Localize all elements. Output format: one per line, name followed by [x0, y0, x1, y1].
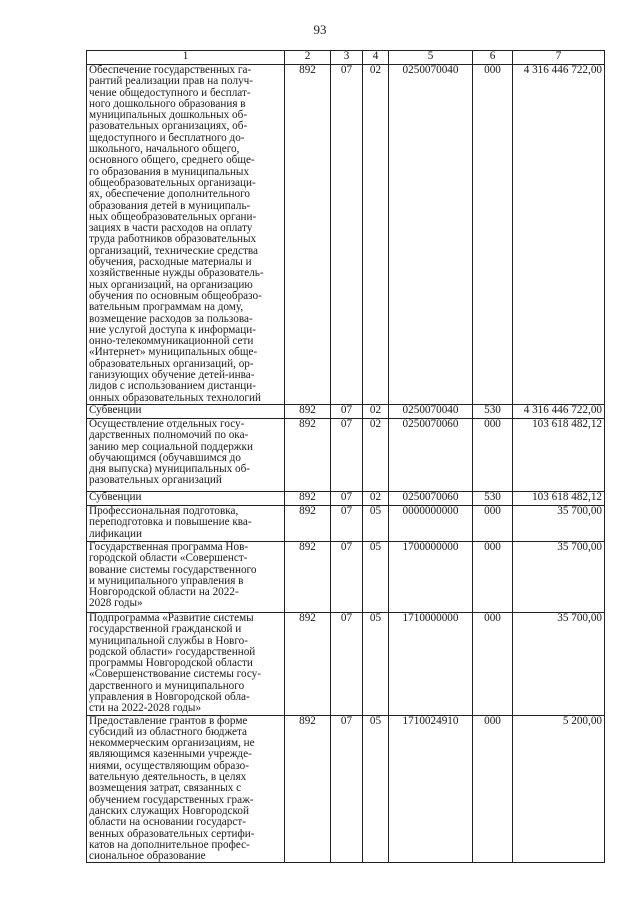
description-line: и муниципального управления в — [89, 574, 244, 587]
description-line: «Совершенствование системы госу- — [89, 668, 261, 681]
amount-cell: 35 700,00 — [513, 612, 605, 715]
subsection-code-cell: 05 — [363, 541, 389, 612]
description-line: Осуществление отдельных госу- — [89, 417, 245, 430]
description-line: ного дошкольного образования в — [89, 97, 246, 110]
description-line: сиональное образование — [89, 850, 206, 863]
page-number: 93 — [313, 22, 327, 37]
subsection-code-cell: 02 — [363, 491, 389, 505]
ministry-code-cell: 892 — [285, 418, 331, 491]
description-line: «Интернет» муниципальных обще- — [89, 346, 258, 359]
subsection-code-cell: 02 — [363, 404, 389, 418]
target-article-cell: 0250070060 — [389, 418, 473, 491]
column-header: 2 — [285, 51, 331, 65]
row-description — [87, 491, 285, 505]
amount-cell: 4 316 446 722,00 — [513, 404, 605, 418]
description-line: катов на дополнительное профес- — [89, 838, 250, 851]
expense-type-cell: 000 — [473, 65, 513, 405]
budget-table — [86, 50, 605, 863]
amount-cell: 5 200,00 — [513, 715, 605, 863]
description-line: Субвенции — [89, 403, 142, 416]
amount-cell: 35 700,00 — [513, 505, 605, 541]
target-article-cell: 0250070040 — [389, 65, 473, 405]
ministry-code-cell: 892 — [285, 505, 331, 541]
description-line: онных образовательных технологий — [89, 391, 261, 404]
table-row — [87, 491, 605, 505]
column-header: 5 — [389, 51, 473, 65]
description-line: обучающимся (обучавшимся до — [89, 451, 241, 464]
description-line: занию мер социальной поддержки — [89, 440, 253, 453]
table-header-row — [87, 51, 605, 65]
description-line: ниями, осуществляющим образо- — [89, 759, 249, 772]
target-article-cell: 0000000000 — [389, 505, 473, 541]
row-description — [87, 715, 285, 863]
description-line: обучения, расходные материалы и — [89, 256, 252, 269]
row-description — [87, 418, 285, 491]
section-code-cell: 07 — [331, 491, 363, 505]
description-line: переподготовка и повышение ква- — [89, 516, 252, 529]
description-line: Новгородской области на 2022- — [89, 586, 239, 599]
ministry-code-cell: 892 — [285, 491, 331, 505]
column-header: 7 — [513, 51, 605, 65]
expense-type-cell: 000 — [473, 505, 513, 541]
description-line: субсидий из областного бюджета — [89, 725, 247, 738]
row-description — [87, 505, 285, 541]
amount-cell: 4 316 446 722,00 — [513, 65, 605, 405]
subsection-code-cell: 02 — [363, 418, 389, 491]
subsection-code-cell: 02 — [363, 65, 389, 405]
description-line: муниципальной службы в Новго- — [89, 634, 248, 647]
description-line: сти на 2022-2028 годы» — [89, 702, 202, 715]
expense-type-cell: 000 — [473, 418, 513, 491]
ministry-code-cell: 892 — [285, 541, 331, 612]
section-code-cell: 07 — [331, 418, 363, 491]
table-row — [87, 418, 605, 491]
description-line: некоммерческим организациям, не — [89, 737, 255, 750]
column-header: 3 — [331, 51, 363, 65]
description-line: Обеспечение государственных га- — [89, 64, 252, 76]
description-line: рантий реализации прав на получ- — [89, 75, 254, 88]
description-line: вование системы государственного — [89, 563, 257, 576]
expense-type-cell: 000 — [473, 612, 513, 715]
description-line: Профессиональная подготовка, — [89, 504, 239, 517]
section-code-cell: 07 — [331, 541, 363, 612]
description-line: чение общедоступного и бесплат- — [89, 86, 251, 99]
row-description — [87, 612, 285, 715]
description-line: управления в Новгородской обла- — [89, 690, 250, 703]
column-header: 1 — [87, 51, 285, 65]
table-row — [87, 541, 605, 612]
column-header: 4 — [363, 51, 389, 65]
description-line: венных образовательных сертифи- — [89, 827, 255, 840]
target-article-cell: 0250070060 — [389, 491, 473, 505]
column-header: 6 — [473, 51, 513, 65]
subsection-code-cell: 05 — [363, 505, 389, 541]
description-line: лидов с использованием дистанци- — [89, 380, 256, 393]
section-code-cell: 07 — [331, 715, 363, 863]
description-line: дарственного и муниципального — [89, 679, 245, 692]
description-line: вательную деятельность, в целях — [89, 771, 247, 784]
description-line: лификации — [89, 527, 142, 540]
table-row — [87, 612, 605, 715]
expense-type-cell: 000 — [473, 715, 513, 863]
amount-cell: 103 618 482,12 — [513, 418, 605, 491]
description-line: щедоступного и бесплатного до- — [89, 131, 245, 144]
subsection-code-cell: 05 — [363, 612, 389, 715]
ministry-code-cell: 892 — [285, 715, 331, 863]
target-article-cell: 1710024910 — [389, 715, 473, 863]
description-line: ние услугой доступа к информаци- — [89, 323, 256, 336]
description-line: Субвенции — [89, 490, 142, 503]
description-line: образования детей в муниципаль- — [89, 199, 251, 212]
amount-cell: 35 700,00 — [513, 541, 605, 612]
description-line: школьного, начального общего, — [89, 143, 240, 156]
target-article-cell: 1700000000 — [389, 541, 473, 612]
target-article-cell: 0250070040 — [389, 404, 473, 418]
table-row — [87, 715, 605, 863]
description-line: основного общего, среднего обще- — [89, 154, 255, 167]
description-line: го образования в муниципальных — [89, 165, 250, 178]
description-line: хозяйственные нужды образователь- — [89, 267, 264, 280]
description-line: Подпрограмма «Развитие системы — [89, 611, 254, 624]
description-line: зациях в части расходов на оплату — [89, 222, 253, 235]
amount-cell: 103 618 482,12 — [513, 491, 605, 505]
description-line: данских служащих Новгородской — [89, 804, 249, 817]
description-line: общеобразовательных организаци- — [89, 176, 256, 189]
row-description — [87, 404, 285, 418]
description-line: Государственная программа Нов- — [89, 540, 249, 553]
table-row — [87, 505, 605, 541]
target-article-cell: 1710000000 — [389, 612, 473, 715]
subsection-code-cell: 05 — [363, 715, 389, 863]
description-line: государственной гражданской и — [89, 623, 242, 636]
description-line: обучением государственных граж- — [89, 793, 254, 806]
row-description — [87, 541, 285, 612]
description-line: ных организаций, на организацию — [89, 278, 253, 291]
description-line: возмещение расходов за пользова- — [89, 312, 253, 325]
description-line: обучения по основным общеобразо- — [89, 289, 262, 302]
section-code-cell: 07 — [331, 404, 363, 418]
description-line: вательным программам на дому, — [89, 301, 244, 314]
expense-type-cell: 530 — [473, 404, 513, 418]
description-line: ных общеобразовательных органи- — [89, 210, 257, 223]
description-line: труда работников образовательных — [89, 233, 257, 246]
description-line: городской области «Совершенст- — [89, 552, 248, 565]
description-line: возмещения затрат, связанных с — [89, 782, 242, 795]
expense-type-cell: 530 — [473, 491, 513, 505]
ministry-code-cell: 892 — [285, 65, 331, 405]
description-line: родской области» государственной — [89, 645, 256, 658]
description-line: дня выпуска) муниципальных об- — [89, 463, 250, 476]
description-line: разовательных организаций — [89, 474, 222, 487]
description-line: муниципальных дошкольных об- — [89, 109, 248, 122]
description-line: области на основании государст- — [89, 816, 246, 829]
section-code-cell: 07 — [331, 505, 363, 541]
description-line: являющимся казенными учрежде- — [89, 748, 252, 761]
description-line: Предоставление грантов в форме — [89, 714, 248, 727]
expense-type-cell: 000 — [473, 541, 513, 612]
section-code-cell: 07 — [331, 65, 363, 405]
description-line: разовательных организациях, об- — [89, 120, 248, 133]
ministry-code-cell: 892 — [285, 612, 331, 715]
description-line: дарственных полномочий по ока- — [89, 429, 249, 442]
table-row — [87, 65, 605, 405]
row-description — [87, 65, 285, 405]
section-code-cell: 07 — [331, 612, 363, 715]
table-row — [87, 404, 605, 418]
description-line: 2028 годы» — [89, 597, 143, 610]
description-line: образовательных организаций, ор- — [89, 357, 254, 370]
description-line: программы Новгородской области — [89, 657, 253, 670]
description-line: онно-телекоммуникационной сети — [89, 335, 254, 348]
description-line: организаций, технические средства — [89, 244, 258, 257]
ministry-code-cell: 892 — [285, 404, 331, 418]
description-line: ганизующих обучение детей-инва- — [89, 369, 255, 382]
description-line: ях, обеспечение дополнительного — [89, 188, 250, 201]
